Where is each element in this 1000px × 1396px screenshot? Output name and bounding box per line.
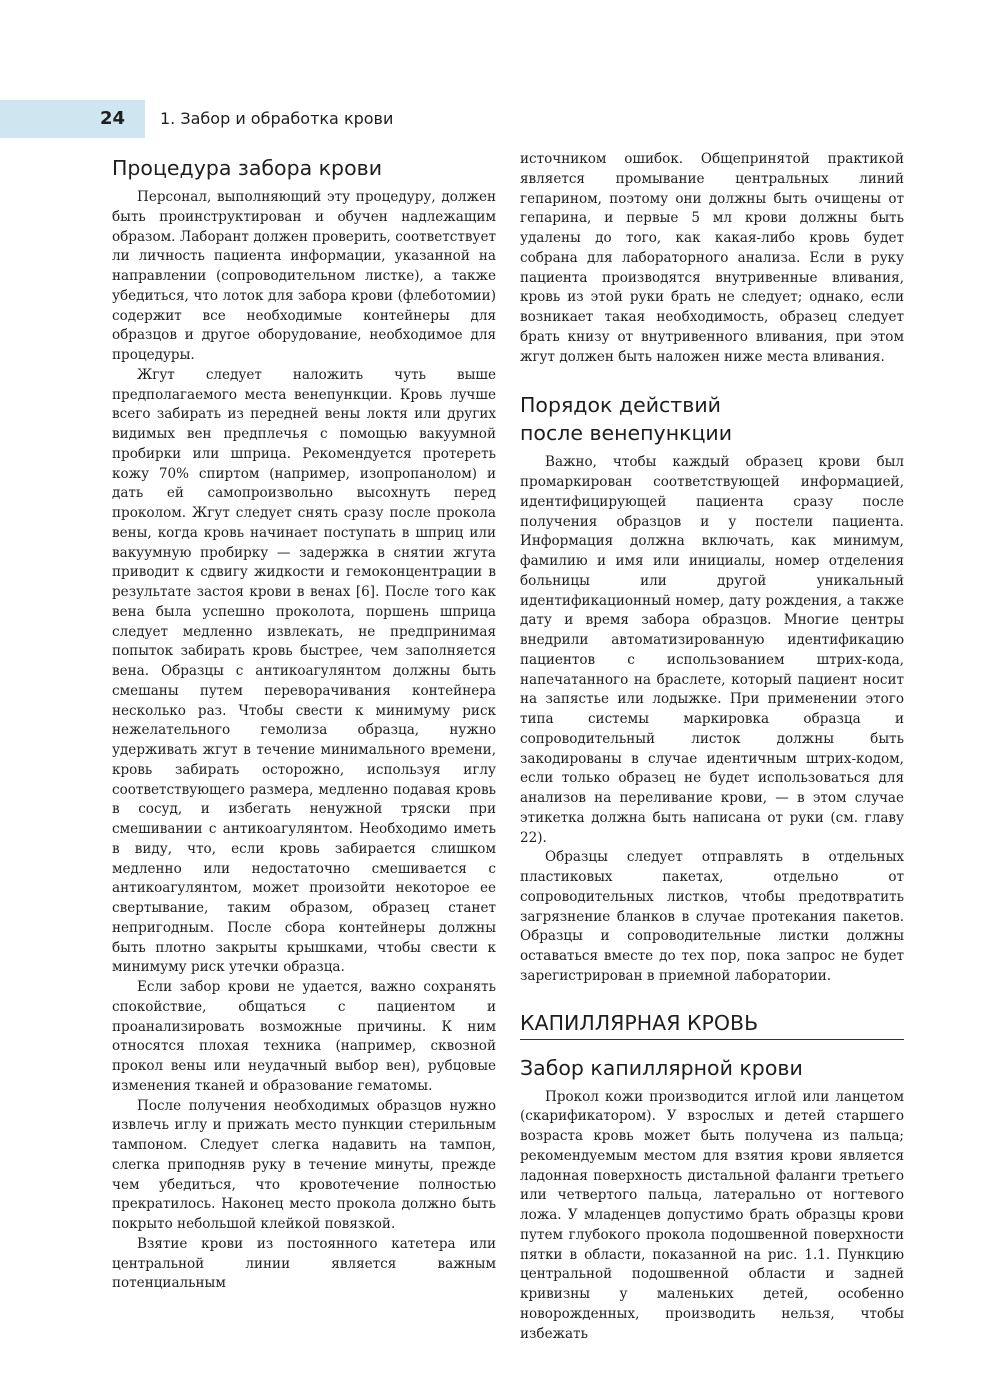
paragraph: После получения необходимых образцов нужно извлечь иглу и прижать место пункции стерильным тампоном. Следует слегка надавить на тампон, слегка приподняв руку в течение минуты, прежде чем убедиться, что кровотечение полностью прекратилось. Наконец место прокола должно быть покрыто небольшой клейкой повязкой.	[112, 1097, 496, 1232]
paragraph: Жгут следует наложить чуть выше предполагаемого места венепункции. Кровь лучше всего забирать из передней вены локтя или других видимых вен предплечья с помощью вакуумной пробирки или шприца. Рекомендуется протереть кожу 70% спиртом (например, изопропанолом) и дать ей самопроизвольно высохнуть перед проколом. Жгут следует снять сразу после прокола вены, когда кровь начинает поступать в шприц или вакуумную пробирку — задержка в снятии жгута приводит к сдвигу жидкости и гемоконцентрации в результате застоя крови в венах [6]. После того как вена была успешно проколота, поршень шприца следует медленно извлекать, не предпринимая попыток забирать кровь быстрее, чем заполняется вена. Образцы с антикоагулянтом должны быть смешаны путем переворачивания контейнера несколько раз. Чтобы свести к минимуму риск нежелательного гемолиза образца, нужно удерживать жгут в течение минимального времени, кровь забирать осторожно, используя иглу соответствующего размера, медленно подавая кровь в сосуд, и избегать ненужной тряски при смешивании с антикоагулянтом. Необходимо иметь в виду, что, если кровь забирается слишком медленно или недостаточно смешивается с антикоагулянтом, может произойти некоторое ее свертывание, таким образом, образец станет непригодным. После сбора контейнеры должны быть плотно закрыты крышками, чтобы свести к минимуму риск утечки образца.	[112, 366, 496, 976]
heading-line: после венепункции	[520, 421, 733, 446]
right-column	[520, 150, 904, 1344]
page-number: 24	[100, 108, 126, 129]
section-heading-after-venipuncture	[520, 391, 904, 447]
section-heading-capillary-sampling: Забор капиллярной крови	[520, 1055, 803, 1080]
section-heading-procedure: Процедура забора крови	[112, 156, 383, 180]
paragraph: Прокол кожи производится иглой или ланцетом (скарификатором). У взрослых и детей старшего возраста кровь может быть получена из пальца; рекомендуемым местом для взятия крови является ладонная поверхность дистальной фаланги третьего или четвертого пальца, латерально от ногтевого ложа. У младенцев допустимо брать образцы крови путем глубокого прокола подошвенной поверхности пятки в области, показанной на рис. 1.1. Пункцию центральной подошвенной области и задней кривизны у маленьких детей, особенно новорожденных, производить нельзя, чтобы избежать	[520, 1088, 904, 1342]
chapter-heading-capillary-blood: КАПИЛЛЯРНАЯ КРОВЬ	[520, 1009, 904, 1040]
paragraph: Если забор крови не удается, важно сохранять спокойствие, общаться с пациентом и проанализировать возможные причины. К ним относятся плохая техника (например, сквозной прокол вены или неудачный выбор вен), рубцовые изменения тканей и образование гематомы.	[112, 979, 496, 1094]
heading-line: Порядок действий	[520, 393, 721, 418]
paragraph-continuation: источником ошибок. Общепринятой практикой является промывание центральных линий гепарином, поэтому они должны быть очищены от гепарина, и первые 5 мл крови должны быть удалены до того, как какая-либо кровь будет собрана для лабораторного анализа. Если в руку пациента производятся внутривенные вливания, кровь из этой руки брать не следует; однако, если возникает такая необходимость, образец следует брать книзу от внутривенного вливания, при этом жгут должен быть наложен ниже места вливания.	[520, 151, 904, 365]
paragraph: Взятие крови из постоянного катетера или центральной линии является важным потенциальным	[112, 1235, 496, 1292]
paragraph: Образцы следует отправлять в отдельных пластиковых пакетах, отдельно от сопроводительных листков, чтобы предотвратить загрязнение бланков в случае протекания пакетов. Образцы и сопроводительные листки должны оставаться вместе до тех пор, пока запрос не будет зарегистрирован в приемной лаборатории.	[520, 849, 904, 984]
running-title: 1. Забор и обработка крови	[160, 109, 394, 128]
paragraph: Персонал, выполняющий эту процедуру, должен быть проинструктирован и обучен надлежащим образом. Лаборант должен проверить, соответствует ли личность пациента информации, указанной на направлении (сопроводительном листке), а также убедиться, что лоток для забора крови (флеботомии) содержит все необходимые контейнеры для образцов и другое оборудование, необходимое для процедуры.	[112, 189, 496, 363]
paragraph: Важно, чтобы каждый образец крови был промаркирован соответствующей информацией, идентифицирующей пациента сразу после получения образцов и у постели пациента. Информация должна включать, как минимум, фамилию и имя или инициалы, номер отделения больницы или другой уникальный идентификационный номер, дату рождения, а также дату и время забора образцов. Многие центры внедрили автоматизированную идентификацию пациентов с использованием штрих-кода, напечатанного на браслете, который пациент носит на запястье или лодыжке. При применении этого типа системы маркировка образца и сопроводительный листок должны быть закодированы в случае идентичным штрих-кодом, если только образец не будет использоваться для анализов на переливание крови, — в этом случае этикетка должна быть написана от руки (см. главу 22).	[520, 454, 904, 846]
left-column	[112, 150, 496, 1294]
